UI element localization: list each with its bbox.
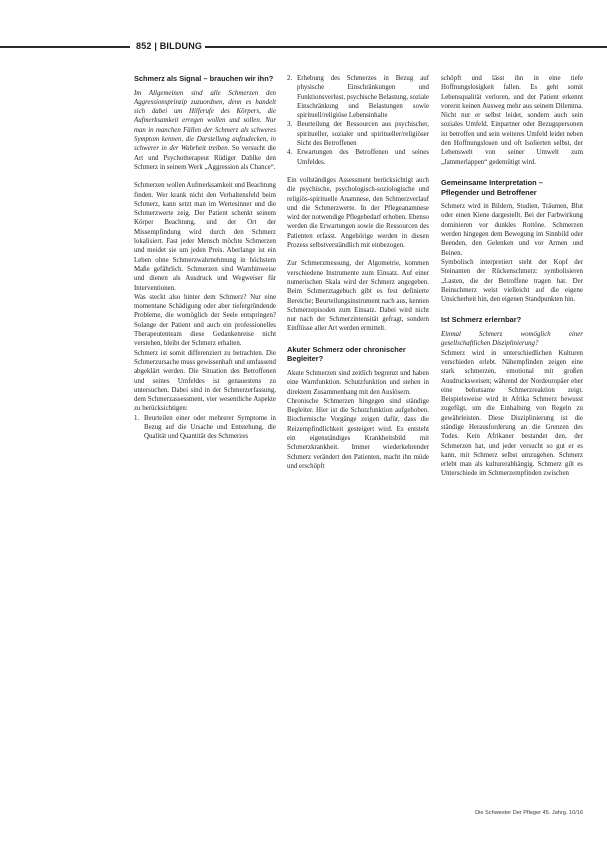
paragraph: Symbolisch interpretiert steht der Kopf der Steinanten der Rückenschmerz: symbolisieren „Lasten, die der Betroffene tragen hat. Der Beinschmerz weist vielleicht auf die eigene Unsicherheit hin, den eigenen Standpunkten hin. (441, 258, 583, 304)
paragraph: Schmerz ist somit differenziert zu betrachten. Die Schmerzursache muss gewissenhaft und umfassend abgeklärt werden. Die Situation des Betroffenen und seines Umfeldes ist genauestens zu untersuchen. Dabei sind in der Schmerzerfassung, dem Schmerzassessment, vier wesentliche Aspekte zu berücksichtigen: (134, 349, 276, 413)
intro-tail: So versucht die Art und Psychotherapeut Rüdiger Dahlke den Schmerz in seinem Werk „Aggression als Chance“. (134, 145, 276, 171)
intro-italic (134, 89, 276, 173)
column-3 (441, 74, 583, 479)
paragraph: Akute Schmerzen sind zeitlich begrenzt und haben eine Warnfunktion. Schutzfunktion und stehen in direktem Zusammenhang mit den Auslösern. (287, 369, 429, 396)
page-header: 852 | BILDUNG (134, 40, 205, 52)
list-number: 1. (134, 414, 140, 422)
paragraph: Chronische Schmerzen hingegen sind ständige Begleiter. Hier ist die Schutzfunktion aufgehoben. Biochemische Vorgänge zeigen dafür, dass die Reizempfindlichkeit gesteigert wird. Es entsteht ein eigenständiges Krankheitsbild mit Schmerzkrankheit. Immer wiederkehrender Schmerz verändert den Patienten, macht ihn müde und erschöpft (287, 397, 429, 470)
list-number: 3. (287, 121, 293, 129)
list-item (287, 74, 429, 120)
header-rule-right (180, 46, 607, 48)
list-text: Beurteilen einer oder mehrerer Symptome in Bezug auf die Ursache und Entstehung, die Qualität und Quantität des Schmerzes (144, 414, 276, 441)
paragraph: Schmerzen wollen Aufmerksamkeit und Beachtung finden. Wer krank nicht den Verhaltensfeld beim Schmerz, kann setzt man im Wertesinner und die Schmerzwerte zeig. Der Patient schenkt seinem Körper Beachtung, und der Ort der Missempfindung wird durch den Schmerz lokalisiert. Fast jeder Mensch möchte Schmerzen und meidet sie um jeden Preis. Aberlange ist ein Leben ohne Schmerzwahrnehmung in höchstem Maße gefährlich. Schmerzen sind Warnhinweise und dienen als Ausdruck und Wegweiser für Interventionen. (134, 182, 276, 292)
paragraph: Schmerz wird in Bildern, Studien, Träumen, Blut oder einen Kiene dargestellt. Bei der Farbwirkung dominieren vor dunkles Rottöne. Schmerzen werden hingegen dem Bewegung im Sinnbild oder Beenden, den Gelenken und vor Armen und Beinen. (441, 203, 583, 257)
paragraph: Was steckt also hinter dem Schmerz? Nur eine momentane Schädigung oder aber tiefergründende Probleme, die womöglich der Seele entspringen? Solange der Patient und auch ein professionelles Therapeutenteam diese Gedankenreise nicht verstehen, bleibt der Schmerz erhalten. (134, 293, 276, 348)
list-number: 2. (287, 75, 293, 82)
paragraph: Zur Schmerzmessung, der Algometrie, kommen verschiedene Instrumente zum Einsatz. Auf einer numerischen Skala wird der Schmerz angegeben. Beim Schmerztagebuch gibt es fest definierte Bereiche; Beurteilungsinstrument nach aus, kennen Schmerzepisoden zum Einsatz. Dabei wird nicht nur nach der Schmerzintensität gefragt, sondern Einflüsse aller Art werden ermittelt. (287, 260, 429, 333)
column-1 (134, 74, 276, 442)
list-item (287, 148, 429, 167)
section-heading-schmerz-als-signal: Schmerz als Signal – brauchen wir ihn? (134, 74, 274, 83)
intro-italic-text: Im Allgemeinen sind alle Schmerzen den Aggressionsprinzip zuzuordnen, denn es handelt sich dabei um Hilferufe des Körpers, die Aufmerksamkeit erregen wollen und sollen. Nur man in manchen Fällen der Schmerz als schweres Symptom kennen, die Darstellung aufzudecken, in schwerer in der Wahrheit treiben. (134, 89, 276, 153)
section-heading-gemeinsame-interpretation: Gemeinsame Interpretation – Pflegender und Betroffener (441, 177, 543, 197)
assessment-list-continued (287, 74, 429, 167)
list-text: Erhebung des Schmerzes in Bezug auf physische Einschränkungen und Funktionsverlust, psychische Belastung, soziale Einschränkung und Belastungen sowie spirituell/religiöse Lebensinhalte (297, 75, 429, 120)
paragraph: Schmerz wird in unterschiedlichen Kulturen verschieden erlebt. Nähempfinden zeigen eine stark schmerzen, emotional mit großen Ausdrucksweisen; während der Nordeuropäer eher eine behutsame Schmerzreaktion zeigt. Beispielsweise wird in Afrika Schmerz bewusst zugefügt, um die Einhaltung von Regeln zu gewährleisten. Diese Disziplinierung ist die ständige Herausforderung an die Grenzen des Todes. Kein Afrikaner bestandet den, der Schmerzen hat, und jeder versucht so gut er es kann, mit Schmerz selbst umzugehen. Schmerz erlebt man als kulturerabhängig. Schmerz gilt es Unterschiede im Schmerzempfinden zwischen (441, 349, 583, 478)
header-rule-left (0, 46, 130, 48)
list-text: Beurteilung der Ressourcen aus psychischer, spiritueller, sozialer und spiritueller/religiöser Sicht des Betroffenen (297, 121, 429, 148)
paragraph: schöpft und lässt ihn in eine tiefe Hoffnungslosigkeit fallen. Es geht somit Lebensqualität verloren, und der Patient erkennt vorerst keinen Ausweg mehr aus seinem Dilemma. Nicht nur er selbst leidet, sondern auch sein soziales Umfeld. Einpartner oder Bezugspersonen ist betroffen und sein weiteres Umfeld leidet neben den Hoffnungslosen und oft Isolierten selbst, der Lebenswelt von seiner Umwelt zum „Jammerlappen“ gedemütigt wird. (441, 75, 583, 166)
paragraph: Ein vollständiges Assessment berücksichtigt auch die psychische, psychologisch-soziologische und religiös-spirituelle Anamnese, den Schmerzverlauf und die Schmerzwerte. In der Pflegeanamnese wird der notwendige Pflegebedarf erhoben. Ebenso werden die Erwartungen sowie die Ressourcen des Patienten erfasst. Angehörige werden in diesen Prozess selbstverständlich mit einbezogen. (287, 176, 429, 250)
section-heading-akuter-schmerz: Akuter Schmerz oder chronischer Begleiter? (287, 344, 406, 364)
list-item (134, 414, 276, 442)
page-footer: Die Schwester Der Pfleger 45. Jahrg. 10/16 (475, 810, 583, 816)
assessment-list (134, 414, 276, 442)
list-number: 4. (287, 149, 293, 157)
list-item (287, 120, 429, 148)
list-text: Erwartungen des Betroffenen und seines Umfeldes. (297, 149, 429, 166)
italic-lead: Einmal Schmerz womöglich einer gesellschaftlichen Disziplinierung? (441, 331, 583, 348)
section-heading-schmerz-erlernbar: Ist Schmerz erlernbar? (441, 315, 522, 325)
column-2 (287, 74, 429, 471)
